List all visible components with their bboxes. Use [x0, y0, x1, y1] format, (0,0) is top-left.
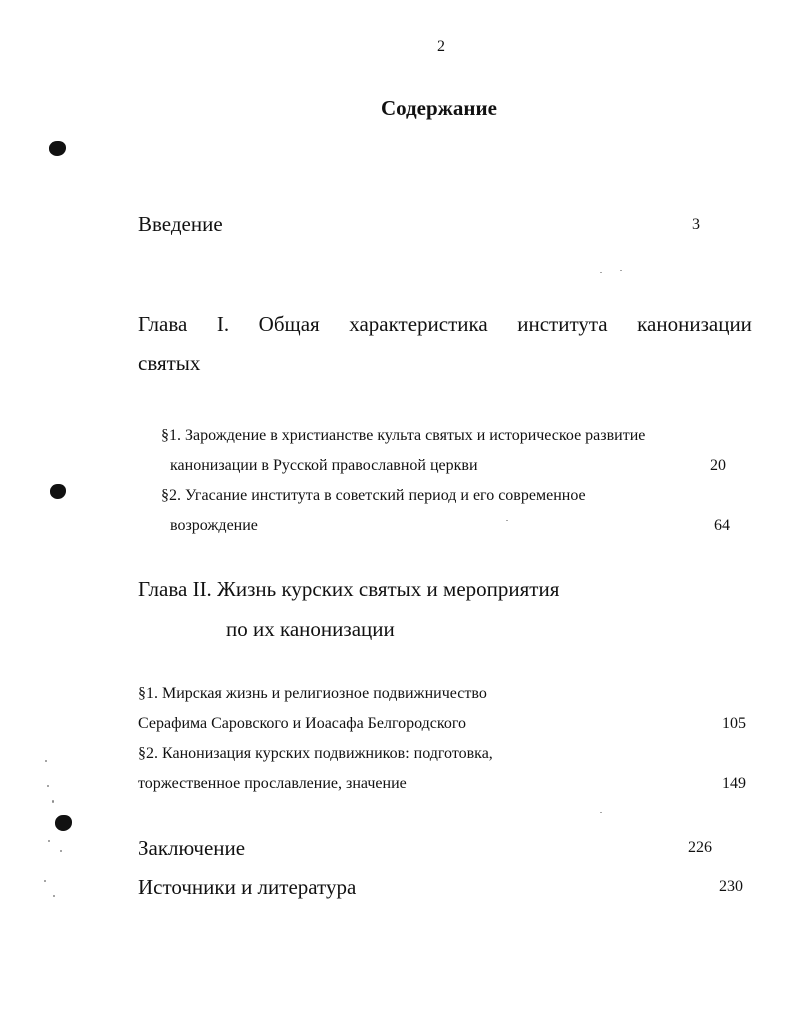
page-title: Содержание [381, 96, 497, 120]
toc-ch1-section1-page: 20 [710, 457, 726, 474]
page-number: 2 [437, 38, 445, 55]
toc-ch2-section2-line1: §2. Канонизация курских подвижников: подготовка, [138, 745, 493, 762]
toc-ch1-section2-page: 64 [714, 517, 730, 534]
toc-ch1-section2-line2: возрождение [170, 517, 258, 534]
toc-ch1-section1-line1: §1. Зарождение в христианстве культа святых и историческое развитие [161, 427, 646, 444]
scan-speck [47, 785, 49, 787]
toc-chapter1-word: характеристика [349, 312, 488, 336]
toc-chapter2-heading-line2: по их канонизации [226, 617, 395, 641]
toc-ch2-section1-line1: §1. Мирская жизнь и религиозное подвижничество [138, 685, 487, 702]
scan-speck [620, 270, 622, 271]
toc-conclusion-page: 226 [688, 839, 712, 856]
toc-chapter2-heading-line1: Глава II. Жизнь курских святых и мероприятия [138, 577, 560, 601]
scan-speck [600, 812, 602, 813]
toc-chapter1-word: Глава [138, 312, 188, 336]
toc-intro-label: Введение [138, 212, 223, 236]
toc-chapter1-word: I. [216, 312, 230, 336]
toc-chapter1-heading-line2: святых [138, 351, 201, 375]
toc-chapter1-word: института [517, 312, 608, 336]
toc-ch1-section1-line2: канонизации в Русской православной церкви [170, 457, 478, 474]
scan-speck [45, 760, 47, 762]
toc-chapter1-word: канонизации [637, 312, 752, 336]
scan-blot [49, 141, 66, 156]
scan-blot [50, 484, 66, 499]
toc-ch2-section1-line2: Серафима Саровского и Иоасафа Белгородского [138, 715, 467, 732]
toc-sources-page: 230 [719, 878, 743, 895]
scan-speck [52, 800, 54, 803]
toc-ch2-section2-page: 149 [722, 775, 746, 792]
toc-ch2-section1-page: 105 [722, 715, 746, 732]
scan-speck [48, 840, 50, 842]
toc-conclusion-label: Заключение [138, 836, 246, 860]
toc-ch1-section2-line1: §2. Угасание института в советский период и его современное [161, 487, 586, 504]
toc-ch2-section2-line2: торжественное прославление, значение [138, 775, 407, 792]
scan-blot [55, 815, 72, 831]
scan-speck [506, 520, 508, 521]
toc-sources-label: Источники и литература [138, 875, 357, 899]
toc-chapter1-word: Общая [258, 312, 320, 336]
scan-speck [60, 850, 62, 852]
scan-speck [53, 895, 55, 897]
toc-intro-page: 3 [692, 216, 700, 233]
scan-speck [600, 272, 602, 273]
toc-chapter1-heading [138, 312, 752, 337]
scan-speck [44, 880, 46, 882]
